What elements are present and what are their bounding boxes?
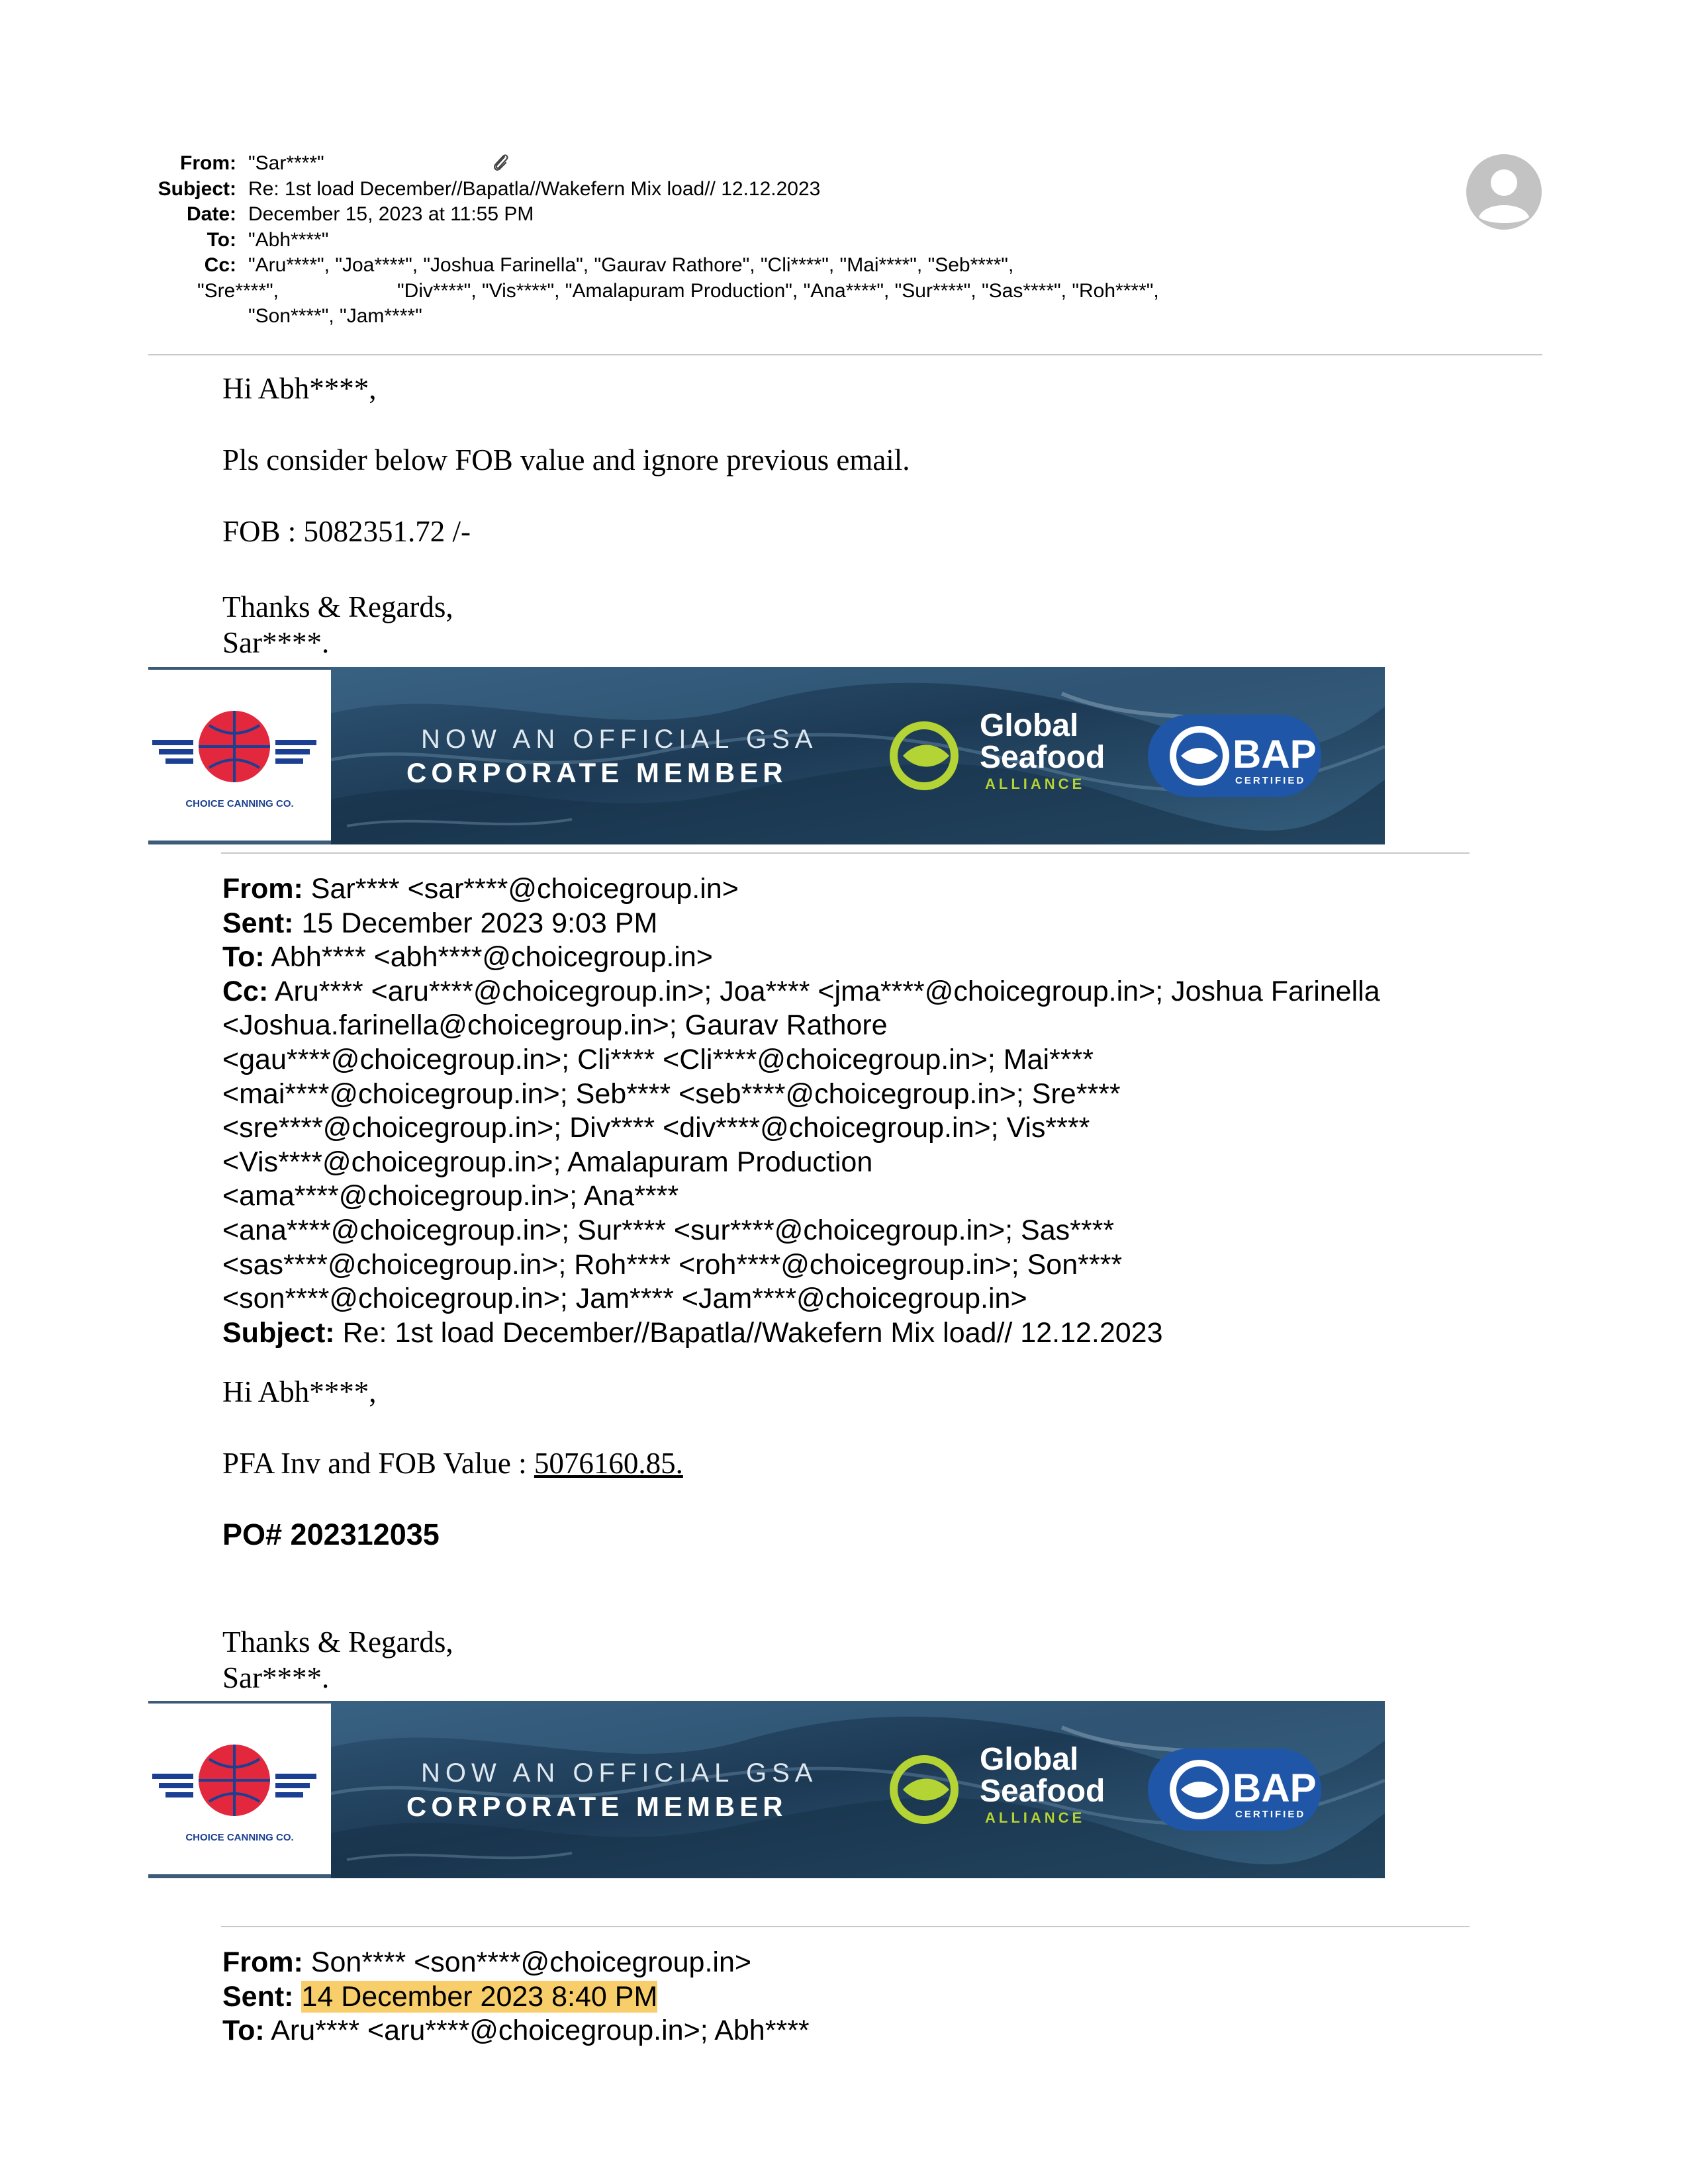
q1-to-label: To: (222, 941, 265, 974)
q2-to[interactable]: Aru**** <aru****@choicegroup.in>; Abh**** (271, 2015, 810, 2047)
paperclip-icon[interactable] (491, 152, 511, 175)
q1-cc-line[interactable]: <Joshua.farinella@choicegroup.in>; Gaurav Rathore (222, 1009, 888, 1042)
gsa-member-line2: CORPORATE MEMBER (406, 1791, 788, 1822)
gsa-logo-text2: Seafood (980, 1774, 1105, 1809)
cc-label: Cc: (204, 254, 236, 276)
q1-subject-label: Subject: (222, 1316, 335, 1349)
message1-fob: FOB : 5082351.72 /- (222, 515, 471, 548)
quote2-divider (221, 1926, 1470, 1927)
q1-cc-line[interactable]: <gau****@choicegroup.in>; Cli**** <Cli****@choicegroup.in>; Mai**** (222, 1043, 1094, 1075)
to-label: To: (207, 228, 236, 251)
gsa-logo-text1: Global (980, 708, 1079, 743)
quoted2-header (222, 1946, 1500, 2048)
q1-cc-first[interactable]: Aru**** <aru****@choicegroup.in>; Joa**** <jma****@choicegroup.in>; Joshua Farinella (274, 975, 1380, 1007)
company-name-text: CHOICE CANNING CO. (185, 1832, 294, 1843)
message2-greeting: Hi Abh****, (222, 1375, 377, 1408)
banner-graphic (148, 1701, 1385, 1878)
message1-line1: Pls consider below FOB value and ignore previous email. (222, 443, 910, 477)
from-value[interactable]: "Sar****" (248, 152, 324, 174)
message1-closing: Thanks & Regards, (222, 590, 453, 623)
date-label: Date: (186, 203, 236, 225)
q1-sent: 15 December 2023 9:03 PM (301, 907, 658, 939)
message2-pfa-value: 5076160.85. (534, 1447, 683, 1480)
company-name-text: CHOICE CANNING CO. (185, 798, 294, 809)
message2-closing: Thanks & Regards, (222, 1625, 453, 1659)
q1-sent-label: Sent: (222, 907, 294, 939)
bap-logo-text: BAP (1233, 1766, 1317, 1810)
q2-sent-label: Sent: (222, 1980, 294, 2013)
date-value: December 15, 2023 at 11:55 PM (248, 203, 534, 225)
q1-cc-line[interactable]: <ana****@choicegroup.in>; Sur**** <sur****@choicegroup.in>; Sas**** (222, 1214, 1115, 1246)
signature-banner-2 (148, 1701, 1385, 1878)
subject-label: Subject: (158, 177, 236, 200)
cc-value-line2-right[interactable]: "Div****", "Vis****", "Amalapuram Production", "Ana****", "Sur****", "Sas****", "Roh****", (397, 279, 1159, 302)
subject-value: Re: 1st load December//Bapatla//Wakefern Mix load// 12.12.2023 (248, 177, 821, 200)
q1-from[interactable]: Sar**** <sar****@choicegroup.in> (310, 873, 739, 905)
from-label: From: (180, 152, 236, 174)
signature-banner-1 (148, 667, 1385, 844)
message1-greeting: Hi Abh****, (222, 372, 377, 405)
q1-cc-line[interactable]: <sas****@choicegroup.in>; Roh**** <roh****@choicegroup.in>; Son**** (222, 1248, 1123, 1281)
header-divider (148, 354, 1542, 355)
message2-body (222, 1374, 683, 1696)
message1-signature: Sar****. (222, 626, 330, 659)
gsa-logo-text3: ALLIANCE (985, 776, 1086, 792)
q1-cc-line[interactable]: <ama****@choicegroup.in>; Ana**** (222, 1180, 679, 1212)
email-header (0, 151, 1523, 330)
bap-certified-text: CERTIFIED (1235, 1809, 1306, 1820)
cc-value-line3[interactable]: "Son****", "Jam****" (248, 305, 422, 327)
q1-cc-label: Cc: (222, 975, 269, 1007)
q1-cc-line[interactable]: <sre****@choicegroup.in>; Div**** <div****@choicegroup.in>; Vis**** (222, 1112, 1090, 1144)
message2-signature: Sar****. (222, 1661, 330, 1694)
bap-logo-text: BAP (1233, 732, 1317, 776)
banner-graphic (148, 667, 1385, 844)
gsa-member-line1: NOW AN OFFICIAL GSA (421, 725, 818, 754)
gsa-logo-text3: ALLIANCE (985, 1809, 1086, 1826)
gsa-logo-text2: Seafood (980, 740, 1105, 775)
q2-from-label: From: (222, 1946, 303, 1978)
quoted1-header (222, 872, 1500, 1350)
q1-cc-line[interactable]: <mai****@choicegroup.in>; Seb**** <seb****@choicegroup.in>; Sre**** (222, 1077, 1121, 1110)
message1-body (222, 371, 910, 660)
cc-value-line2-left[interactable]: "Sre****", (197, 279, 279, 302)
q1-from-label: From: (222, 873, 303, 905)
q2-sent-highlighted: 14 December 2023 8:40 PM (301, 1980, 658, 2013)
avatar-icon (1466, 154, 1542, 230)
cc-value-line1[interactable]: "Aru****", "Joa****", "Joshua Farinella", "Gaurav Rathore", "Cli****", "Mai****", "Seb****", (248, 254, 1014, 276)
q1-cc-line[interactable]: <Vis****@choicegroup.in>; Amalapuram Production (222, 1146, 873, 1178)
bap-certified-text: CERTIFIED (1235, 775, 1306, 786)
q2-from[interactable]: Son**** <son****@choicegroup.in> (310, 1946, 752, 1978)
q2-to-label: To: (222, 2015, 265, 2047)
quote1-divider (221, 852, 1470, 854)
gsa-logo-text1: Global (980, 1742, 1079, 1777)
q1-subject: Re: 1st load December//Bapatla//Wakefern Mix load// 12.12.2023 (342, 1316, 1163, 1349)
q1-to[interactable]: Abh**** <abh****@choicegroup.in> (271, 941, 713, 974)
q1-cc-line[interactable]: <son****@choicegroup.in>; Jam**** <Jam****@choicegroup.in> (222, 1283, 1027, 1315)
to-value[interactable]: "Abh****" (248, 228, 329, 251)
message2-po-number: PO# 202312035 (222, 1518, 440, 1551)
gsa-member-line2: CORPORATE MEMBER (406, 757, 788, 788)
gsa-member-line1: NOW AN OFFICIAL GSA (421, 1758, 818, 1788)
message2-pfa-text: PFA Inv and FOB Value : (222, 1447, 534, 1480)
